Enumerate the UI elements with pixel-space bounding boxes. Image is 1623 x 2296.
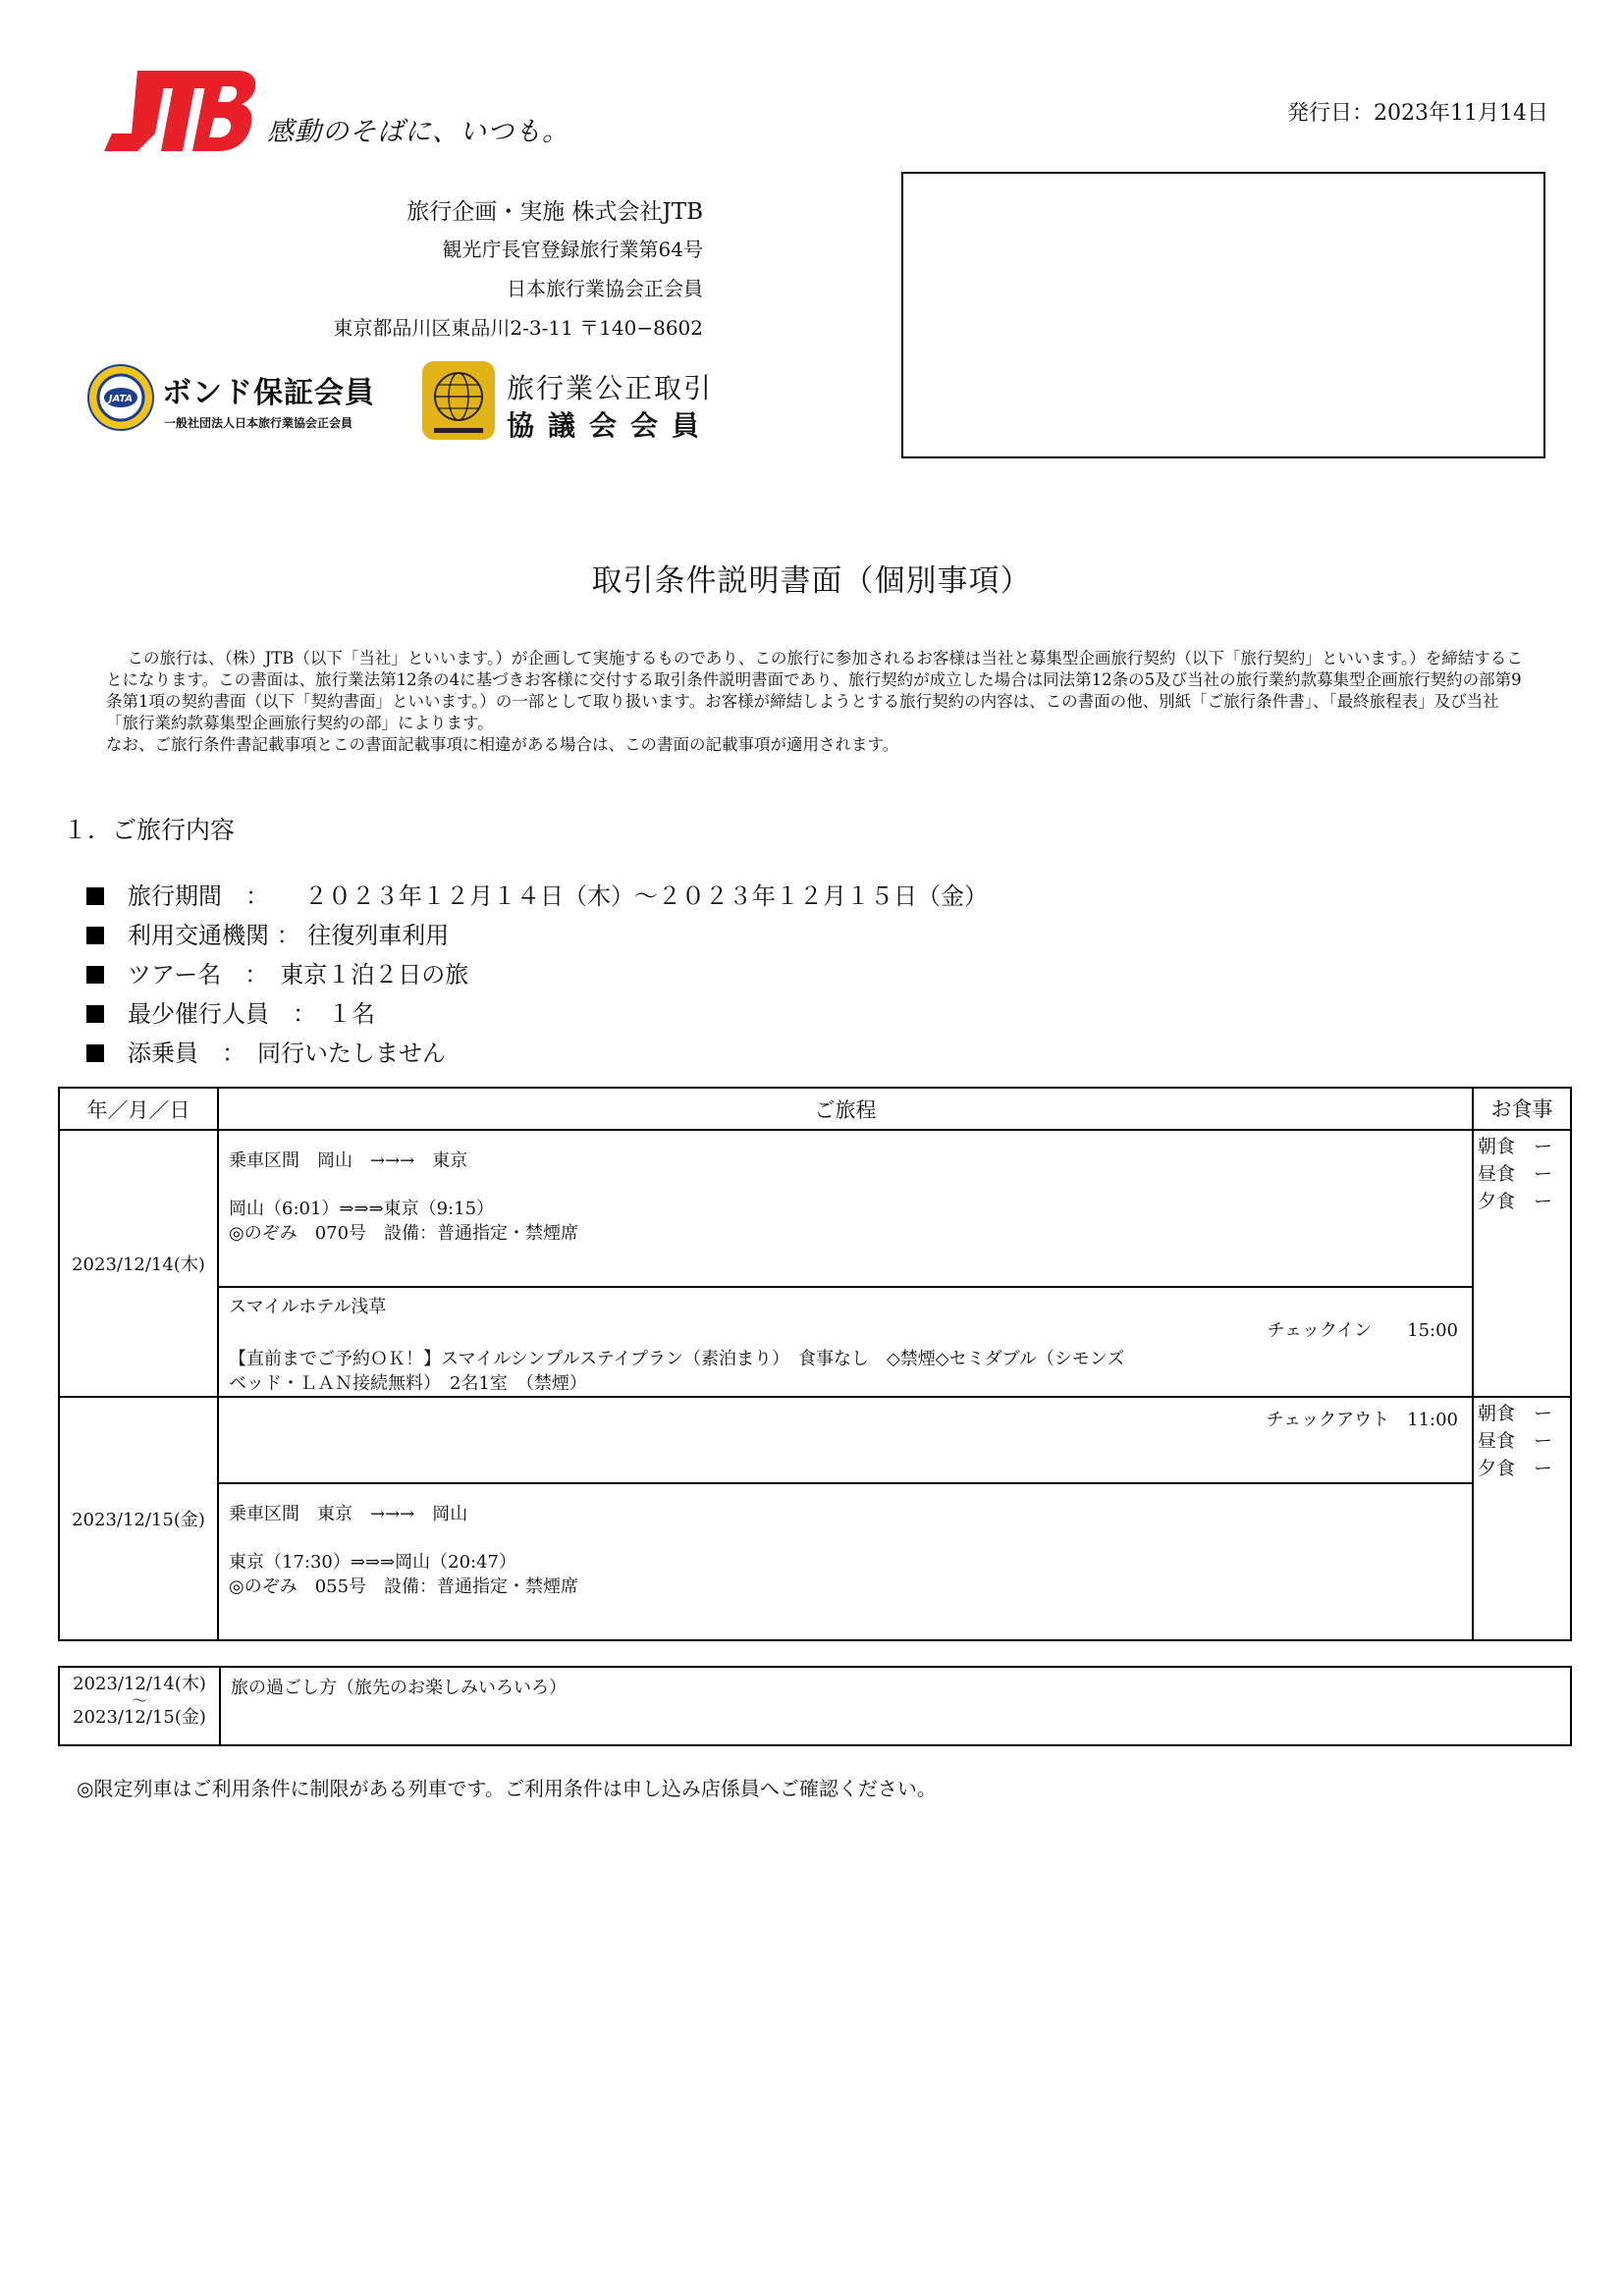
header-date: 年／月／日 <box>59 1088 218 1130</box>
day1-hotel-segment <box>218 1287 1473 1397</box>
leisure-date-to: 2023/12/15(金) <box>73 1707 206 1728</box>
fair-trade-council-line2: 協議会会員 <box>507 409 714 442</box>
bullet-minimum-participants: 最少催行人員 ： １名 <box>86 994 375 1029</box>
fair-trade-council-line1: 旅行業公正取引 <box>507 372 714 404</box>
day2-meals: 朝食 ー 昼食 ー 夕食 ー <box>1473 1397 1571 1640</box>
day1-train-segment <box>218 1130 1473 1287</box>
fair-trade-council-emblem-icon <box>420 359 497 442</box>
day1-train-info: ◎のぞみ 070号 設備：普通指定・禁煙席 <box>229 1223 579 1244</box>
bullet-travel-period: 旅行期間 ： ２０２３年１２月１４日（木）～２０２３年１２月１５日（金） <box>86 877 988 911</box>
bullet-square-icon <box>86 1005 104 1023</box>
bullet-square-icon <box>86 927 104 944</box>
company-registration: 観光庁長官登録旅行業第64号 <box>442 238 703 261</box>
company-association: 日本旅行業協会正会員 <box>507 277 703 300</box>
day1-date: 2023/12/14(木) <box>59 1130 218 1397</box>
intro-paragraph-1: この旅行は、（株）JTB（以下「当社」といいます。）が企画して実施するものであり、この旅行に参加されるお客様は当社と募集型企画旅行契約（以下「旅行契約」といいます。）を締結することになります。この書面は、旅行業法第12条の4に基づきお客様に交付する取引条件説明書面であり、旅行契約が成立した場合は同法第12条の5及び当社の旅行業約款募集型企画旅行契約の部第9条第1項の契約書面（以下「契約書面」といいます。）の一部として取り扱います。お客様が締結しようとする旅行契約の内容は、この書面の他、別紙「ご旅行条件書」、「最終旅程表」及び当社「旅行業約款募集型企画旅行契約の部」によります。 <box>106 649 1523 732</box>
day1-train-times: 岡山（6:01）⇒⇒⇒東京（9:15） <box>229 1199 495 1219</box>
bullet-square-icon <box>86 966 104 984</box>
bullet-tour-name: ツアー名 ： 東京１泊２日の旅 <box>86 955 468 989</box>
leisure-date-sep: ～ <box>131 1691 147 1710</box>
footnote: ◎限定列車はご利用条件に制限がある列車です。ご利用条件は申し込み店係員へご確認ください。 <box>77 1777 937 1800</box>
day1-hotel-name: スマイルホテル浅草 <box>229 1297 387 1317</box>
leisure-dates <box>59 1667 220 1745</box>
svg-text:JATA: JATA <box>108 394 134 404</box>
day2-checkout: チェックアウト 11:00 <box>1266 1410 1458 1430</box>
bullet-square-icon <box>86 887 104 905</box>
stamp-box <box>901 172 1545 458</box>
document-title: 取引条件説明書面（個別事項） <box>591 563 1032 599</box>
jtb-logo <box>98 65 255 159</box>
day2-train-section: 乗車区間 東京 →→→ 岡山 <box>229 1504 468 1524</box>
itinerary-table <box>58 1087 1572 1641</box>
day1-plan-line2: ベッド・ＬＡＮ接続無料） 2名1室 （禁煙） <box>229 1373 587 1394</box>
leisure-table <box>58 1666 1572 1746</box>
intro-paragraph-2: なお、ご旅行条件書記載事項とこの書面記載事項に相違がある場合は、この書面の記載事項が適用されます。 <box>106 735 899 754</box>
bullet-square-icon <box>86 1044 104 1062</box>
section-heading: １．ご旅行内容 <box>63 816 236 844</box>
company-name: 旅行企画・実施 株式会社JTB <box>406 199 703 225</box>
bond-member-title: ボンド保証会員 <box>162 376 375 410</box>
bullet-tour-conductor: 添乗員 ： 同行いたしません <box>86 1034 446 1068</box>
tagline: 感動のそばに、いつも。 <box>267 117 569 147</box>
day2-train-times: 東京（17:30）⇒⇒⇒岡山（20:47） <box>229 1552 516 1573</box>
intro-text <box>106 648 1530 756</box>
day2-checkout-segment <box>218 1397 1473 1483</box>
header-meals: お食事 <box>1473 1088 1571 1130</box>
day1-train-section: 乗車区間 岡山 →→→ 東京 <box>229 1150 468 1171</box>
day2-train-info: ◎のぞみ 055号 設備：普通指定・禁煙席 <box>229 1576 579 1597</box>
issue-date: 発行日：2023年11月14日 <box>1287 101 1548 126</box>
leisure-text: 旅の過ごし方（旅先のお楽しみいろいろ） <box>220 1667 1571 1745</box>
day1-checkin: チェックイン 15:00 <box>1267 1320 1458 1341</box>
leisure-date-from: 2023/12/14(木) <box>73 1674 206 1694</box>
header-schedule: ご旅程 <box>218 1088 1473 1130</box>
day2-train-segment <box>218 1483 1473 1640</box>
day1-plan-line1: 【直前までご予約ＯＫ！】スマイルシンプルステイプラン（素泊まり） 食事なし ◇禁煙◇セミダブル（シモンズ <box>229 1349 1125 1369</box>
bond-guarantee-emblem-icon <box>86 363 155 432</box>
day1-meals: 朝食 ー 昼食 ー 夕食 ー <box>1473 1130 1571 1397</box>
company-address: 東京都品川区東品川2-3-11 〒140−8602 <box>333 316 703 340</box>
day2-date: 2023/12/15(金) <box>59 1397 218 1640</box>
bullet-transport: 利用交通機関 ： 往復列車利用 <box>86 916 449 950</box>
bond-member-subtitle: 一般社団法人日本旅行業協会正会員 <box>164 416 353 430</box>
